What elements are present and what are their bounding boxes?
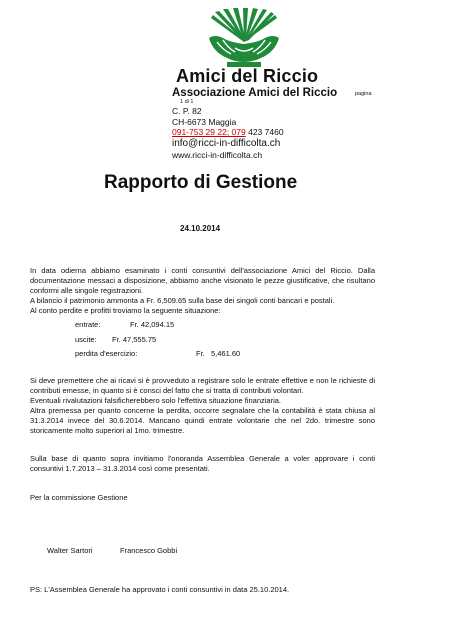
contact-block — [172, 106, 284, 160]
body-text: Eventuali rivalutazioni falsificherebbero solo l'effettiva situazione finanziaria. — [30, 396, 282, 405]
postal-address: CH-6673 Maggia — [172, 116, 237, 127]
website-url[interactable]: www.ricci-in-difficolta.ch — [172, 149, 263, 160]
figure-value: Fr. 5,461.60 — [196, 349, 241, 358]
intro-paragraph — [30, 266, 375, 316]
phone-link[interactable]: 091-753 29 22; 079 — [172, 127, 246, 137]
document-title: Rapporto di Gestione — [104, 172, 298, 193]
organization-logo-text: Amici del Riccio — [176, 66, 319, 86]
figure-value: Fr. 47,555.75 — [112, 335, 157, 344]
email-address[interactable]: info@ricci-in-difficolta.ch — [172, 137, 281, 149]
signatory-name: Francesco Gobbi — [120, 546, 178, 555]
figure-label: perdita d'esercizio: — [75, 349, 138, 358]
body-paragraph — [30, 376, 375, 436]
intro-text: In data odierna abbiamo esaminato i conti consuntivi dell'associazione Amici del Riccio. Dalla documentazione messaci a disposizione, abbiamo anche visionato le pezze giustificative, che risultano conformi alle singole registrazioni. — [30, 266, 375, 295]
body-text: Si deve premettere che ai ricavi si è provveduto a registrare solo le entrate effettive e non le richieste di contributi emesse, in quanto si è consci del fatto che si tratta di contributi volontari. — [30, 376, 375, 395]
figure-label: entrate: — [75, 320, 101, 329]
document-date: 24.10.2014 — [180, 224, 221, 233]
body-text: Altra premessa per quanto concerne la perdita, occorre segnalare che la contabilità è stata chiusa al 31.3.2014 invece del 30.6.2014. Mancano quindi entrate volontarie che nel 2do. trimestre sono storicamente molto superiori al 1mo. trimestre. — [30, 406, 375, 435]
phone-extra: 423 7460 — [245, 127, 284, 137]
intro-text: A bilancio il patrimonio ammonta a Fr. 6,509.65 sulla base dei singoli conti bancari e postali. — [30, 296, 335, 305]
closing-paragraph: Sulla base di quanto sopra invitiamo l'onoranda Assemblea Generale a voler approvare i conti consuntivi 1.7.2013 – 31.3.2014 così come presentati. — [30, 454, 375, 473]
association-name: Associazione Amici del Riccio — [172, 87, 338, 99]
page-number: 1 di 1 — [180, 99, 194, 105]
intro-text: Al conto perdite e profitti troviamo la seguente situazione: — [30, 306, 221, 315]
figure-value: Fr. 42,094.15 — [130, 320, 175, 329]
signatory-name: Walter Sartori — [47, 546, 93, 555]
page-label: pagina — [355, 91, 372, 97]
postscript: PS: L'Assemblea Generale ha approvato i conti consuntivi in data 25.10.2014. — [30, 585, 290, 594]
figure-label: uscite: — [75, 335, 97, 344]
phone-line — [172, 127, 284, 138]
commission-line: Per la commissione Gestione — [30, 493, 128, 502]
hedgehog-hands-logo — [205, 8, 283, 68]
po-box: C. P. 82 — [172, 106, 202, 116]
